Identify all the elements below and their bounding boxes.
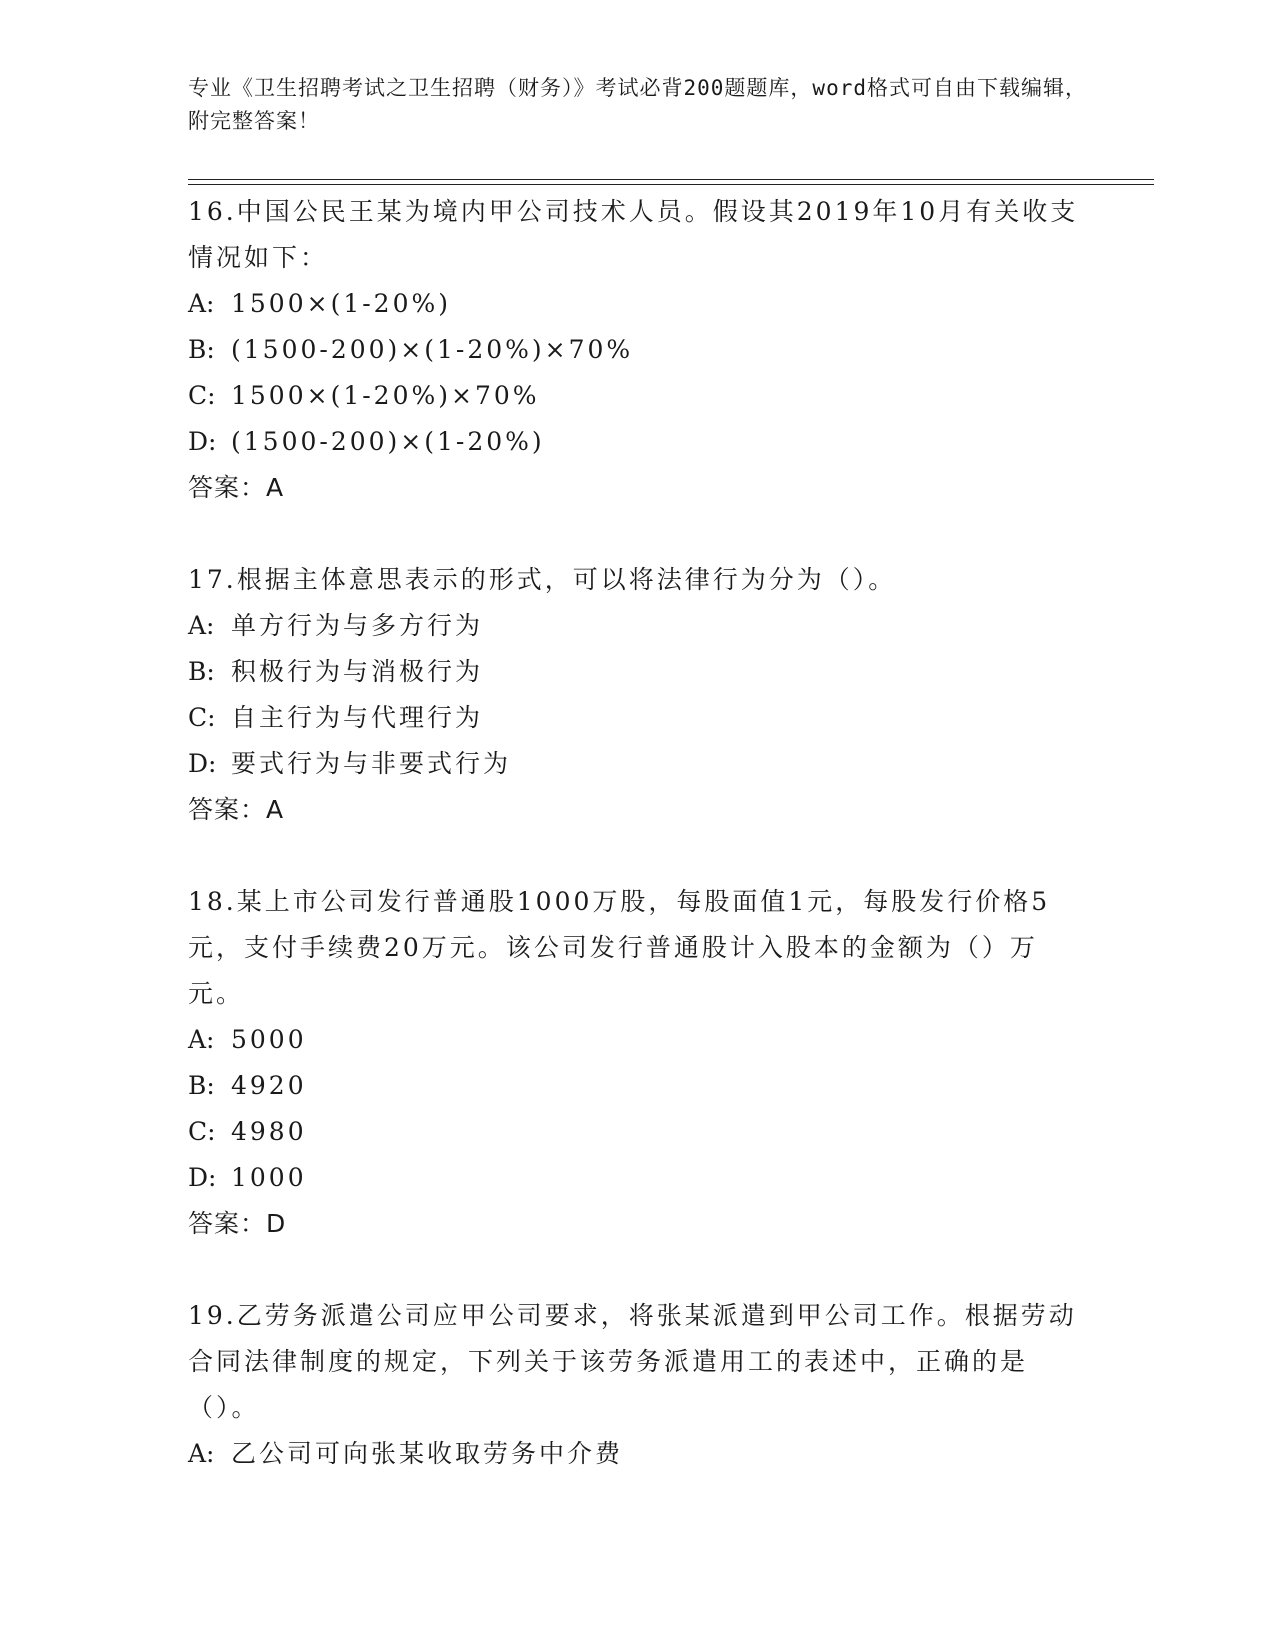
option-letter: D:	[188, 749, 217, 778]
option-text: (1500-200)×(1-20%)	[231, 427, 545, 456]
answer-line: 答案：D	[188, 1209, 287, 1238]
option-letter: B:	[188, 1071, 215, 1100]
option-text: 积极行为与消极行为	[231, 657, 484, 686]
header-divider-top	[188, 179, 1154, 180]
option-a	[188, 1431, 1088, 1477]
option-letter: A:	[188, 1439, 215, 1468]
option-text: 4920	[231, 1071, 307, 1100]
question-16	[188, 189, 1088, 511]
option-d	[188, 1155, 1088, 1201]
question-text: 18.某上市公司发行普通股1000万股，每股面值1元，每股发行价格5元，支付手续费20万元。该公司发行普通股计入股本的金额为（）万元。	[188, 887, 1051, 1008]
question-text: 19.乙劳务派遣公司应甲公司要求，将张某派遣到甲公司工作。根据劳动合同法律制度的规定，下列关于该劳务派遣用工的表述中，正确的是（）。	[188, 1301, 1077, 1422]
document-header: 专业《卫生招聘考试之卫生招聘（财务）》考试必背200题题库，word格式可自由下载编辑，附完整答案！	[188, 76, 1087, 133]
question-list	[188, 189, 1088, 1523]
option-text: 要式行为与非要式行为	[231, 749, 512, 778]
option-text: 1000	[231, 1163, 307, 1192]
option-letter: B:	[188, 335, 215, 364]
option-text: 乙公司可向张某收取劳务中介费	[231, 1439, 624, 1468]
option-text: 5000	[231, 1025, 307, 1054]
option-text: 1500×(1-20%)×70%	[231, 381, 540, 410]
answer-line: 答案：A	[188, 473, 285, 502]
option-b	[188, 1063, 1088, 1109]
question-18	[188, 879, 1088, 1247]
option-letter: C:	[188, 1117, 216, 1146]
option-d	[188, 419, 1088, 465]
option-letter: A:	[188, 289, 215, 318]
option-letter: B:	[188, 657, 215, 686]
option-letter: D:	[188, 1163, 217, 1192]
option-letter: A:	[188, 1025, 215, 1054]
option-c	[188, 373, 1088, 419]
option-text: 4980	[231, 1117, 307, 1146]
option-a	[188, 603, 1088, 649]
option-c	[188, 695, 1088, 741]
option-c	[188, 1109, 1088, 1155]
option-letter: C:	[188, 703, 216, 732]
option-b	[188, 649, 1088, 695]
question-17	[188, 557, 1088, 833]
option-text: 自主行为与代理行为	[231, 703, 484, 732]
option-letter: C:	[188, 381, 216, 410]
option-d	[188, 741, 1088, 787]
option-letter: A:	[188, 611, 215, 640]
header-divider-bottom	[188, 184, 1154, 185]
option-text: (1500-200)×(1-20%)×70%	[231, 335, 634, 364]
option-text: 1500×(1-20%)	[231, 289, 451, 318]
option-text: 单方行为与多方行为	[231, 611, 484, 640]
question-text: 17.根据主体意思表示的形式，可以将法律行为分为（）。	[188, 565, 897, 594]
option-letter: D:	[188, 427, 217, 456]
option-b	[188, 327, 1088, 373]
option-a	[188, 1017, 1088, 1063]
option-a	[188, 281, 1088, 327]
question-19	[188, 1293, 1088, 1477]
answer-line: 答案：A	[188, 795, 285, 824]
question-text: 16.中国公民王某为境内甲公司技术人员。假设其2019年10月有关收支情况如下：	[188, 197, 1079, 272]
